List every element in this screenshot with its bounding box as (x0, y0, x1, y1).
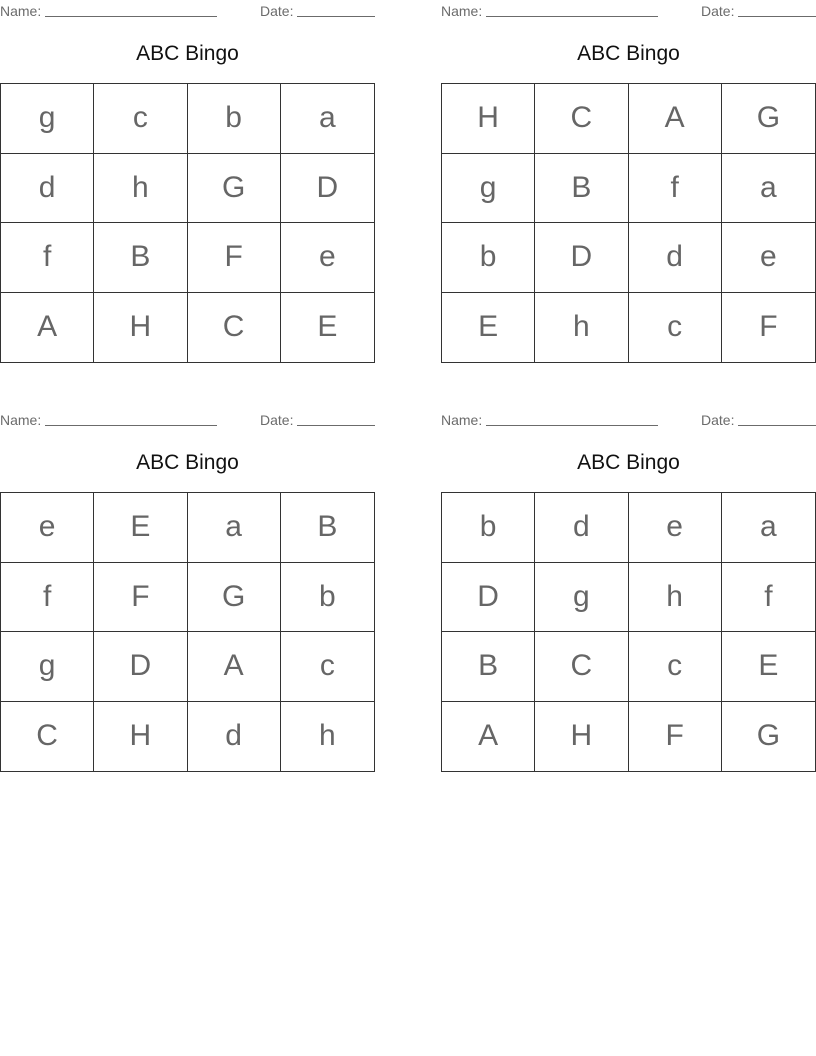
bingo-cell: f (1, 223, 94, 293)
bingo-cell: G (756, 719, 781, 753)
bingo-cell: G (722, 84, 815, 154)
bingo-cell: A (1, 293, 94, 363)
bingo-card-3 (0, 409, 375, 774)
bingo-cell: E (442, 293, 535, 363)
bingo-cell: h (535, 293, 628, 363)
bingo-cell: a (722, 493, 815, 563)
bingo-card-2 (441, 0, 816, 365)
name-blank (45, 16, 217, 17)
bingo-cell: g (1, 632, 94, 702)
bingo-cell: G (188, 563, 281, 633)
bingo-cell: D (94, 632, 187, 702)
date-label: Date: (260, 3, 294, 19)
card-title: ABC Bingo (577, 451, 680, 474)
bingo-cell: F (188, 223, 281, 293)
bingo-cell: C (1, 702, 94, 772)
bingo-grid (0, 83, 375, 363)
bingo-cell: b (442, 223, 535, 293)
bingo-cell: c (94, 84, 187, 154)
date-blank (738, 16, 816, 17)
bingo-cell: C (535, 632, 628, 702)
bingo-cell: g (535, 563, 628, 633)
bingo-cell: d (535, 493, 628, 563)
bingo-cell: h (94, 154, 187, 224)
bingo-cell: e (1, 493, 94, 563)
bingo-cell: b (281, 563, 374, 633)
bingo-cell: E (722, 632, 815, 702)
bingo-cell: e (722, 223, 815, 293)
bingo-cell: G (188, 154, 281, 224)
bingo-cell: e (281, 223, 374, 293)
bingo-cell: b (442, 493, 535, 563)
date-label: Date: (701, 3, 735, 19)
bingo-cell: f (629, 154, 722, 224)
bingo-grid (441, 83, 816, 363)
name-blank (486, 16, 658, 17)
bingo-cell: d (188, 702, 281, 772)
bingo-cell: f (722, 563, 815, 633)
bingo-cell: a (281, 84, 374, 154)
name-blank (45, 425, 217, 426)
bingo-cell: B (535, 154, 628, 224)
card-header (0, 411, 375, 429)
bingo-cell: C (535, 84, 628, 154)
bingo-cell: c (629, 632, 722, 702)
name-label: Name: (441, 3, 483, 19)
bingo-cell: A (629, 84, 722, 154)
bingo-cell: c (629, 293, 722, 363)
bingo-cell: f (1, 563, 94, 633)
bingo-cell: e (629, 493, 722, 563)
bingo-cell: B (442, 632, 535, 702)
card-title: ABC Bingo (136, 42, 239, 65)
bingo-cell: d (1, 154, 94, 224)
date-label: Date: (260, 412, 294, 428)
bingo-cell: H (535, 702, 628, 772)
bingo-cell: c (281, 632, 374, 702)
date-label: Date: (701, 412, 735, 428)
bingo-cell: A (188, 632, 281, 702)
date-blank (297, 16, 375, 17)
bingo-cell: H (442, 84, 535, 154)
bingo-cell: D (442, 563, 535, 633)
bingo-cell: H (94, 702, 187, 772)
bingo-card-4 (441, 409, 816, 774)
card-title: ABC Bingo (136, 451, 239, 474)
bingo-cell: F (629, 702, 722, 772)
bingo-cell: d (629, 223, 722, 293)
date-blank (297, 425, 375, 426)
card-header (0, 2, 375, 20)
bingo-grid (441, 492, 816, 772)
bingo-cell: h (629, 563, 722, 633)
bingo-cell: a (188, 493, 281, 563)
bingo-cell: F (759, 310, 778, 344)
bingo-cell: F (94, 563, 187, 633)
name-label: Name: (0, 3, 42, 19)
bingo-cell: H (94, 293, 187, 363)
bingo-grid (0, 492, 375, 772)
bingo-cell: B (94, 223, 187, 293)
bingo-cell: D (535, 223, 628, 293)
bingo-cell: h (319, 719, 336, 753)
bingo-cell: B (281, 493, 374, 563)
bingo-cell: g (1, 84, 94, 154)
bingo-card-1 (0, 0, 375, 365)
bingo-cell: b (188, 84, 281, 154)
bingo-cell: g (442, 154, 535, 224)
card-header (441, 2, 816, 20)
date-blank (738, 425, 816, 426)
card-title: ABC Bingo (577, 42, 680, 65)
card-header (441, 411, 816, 429)
bingo-cell: D (281, 154, 374, 224)
bingo-cell: A (442, 702, 535, 772)
name-label: Name: (0, 412, 42, 428)
bingo-cell: C (188, 293, 281, 363)
name-label: Name: (441, 412, 483, 428)
bingo-cell: E (94, 493, 187, 563)
name-blank (486, 425, 658, 426)
bingo-cell: a (722, 154, 815, 224)
bingo-cell: E (317, 310, 338, 344)
